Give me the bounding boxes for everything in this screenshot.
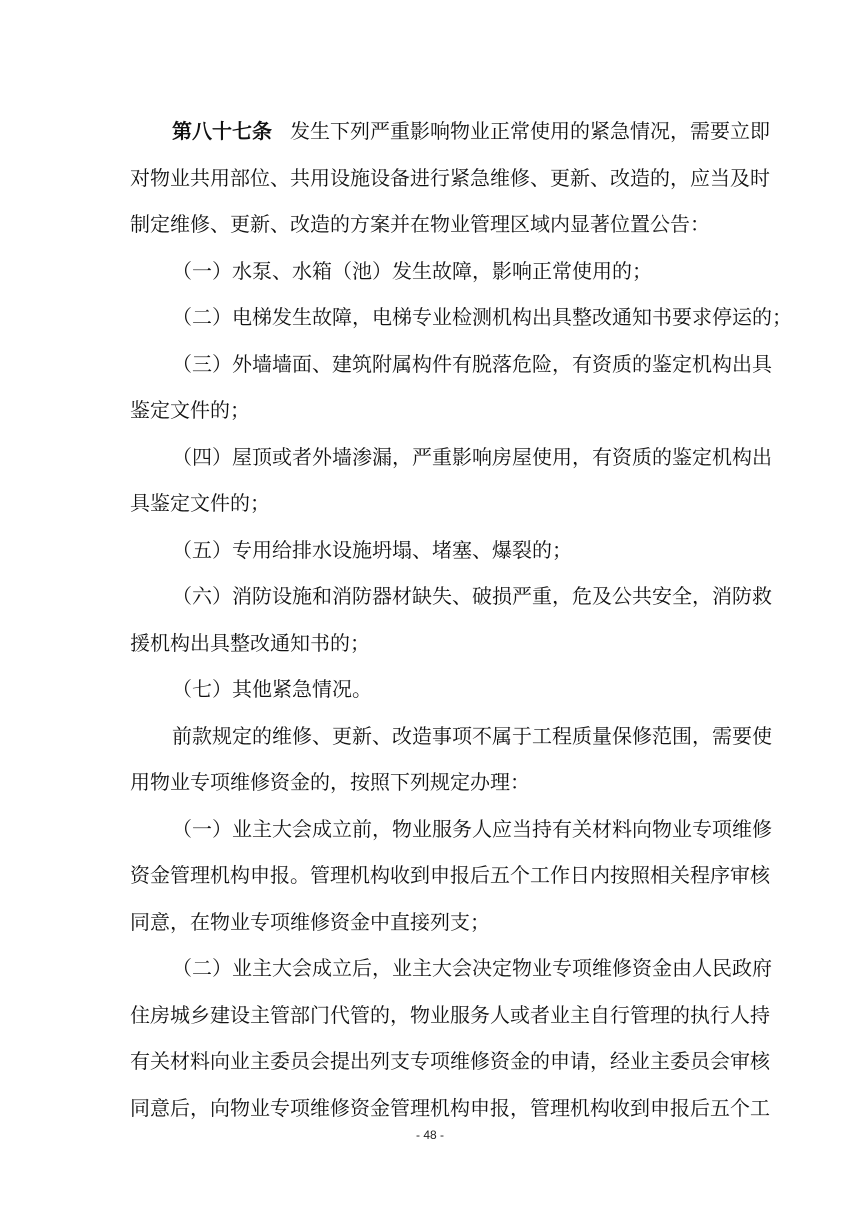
- paragraph-line: 前款规定的维修、更新、改造事项不属于工程质量保修范围，需要使: [172, 723, 772, 748]
- list-item: （六）消防设施和消防器材缺失、破损严重，危及公共安全，消防救: [172, 584, 772, 608]
- text-line: 发生下列严重影响物业正常使用的紧急情况，需要立即: [290, 119, 770, 143]
- text-line: 同意后，向物业专项维修资金管理机构申报，管理机构收到申报后五个工: [130, 1095, 770, 1120]
- list-item: （二）业主大会成立后，业主大会决定物业专项维修资金由人民政府: [172, 956, 772, 980]
- list-item: （二）电梯发生故障，电梯专业检测机构出具整改通知书要求停运的；: [172, 305, 792, 329]
- list-item: （七）其他紧急情况。: [172, 677, 372, 701]
- text-line: 用物业专项维修资金的，按照下列规定办理：: [130, 770, 530, 794]
- list-item: （一）水泵、水箱（池）发生故障，影响正常使用的；: [172, 258, 652, 283]
- list-item: （五）专用给排水设施坍塌、堵塞、爆裂的；: [172, 537, 572, 562]
- text-line: 同意，在物业专项维修资金中直接列支；: [130, 909, 490, 934]
- text-line: 鉴定文件的；: [130, 398, 250, 422]
- article-heading-line: [130, 108, 770, 155]
- page-number: - 48 -: [415, 1128, 444, 1142]
- text-line: 对物业共用部位、共用设施设备进行紧急维修、更新、改造的，应当及时: [130, 165, 770, 190]
- text-line: 住房城乡建设主管部门代管的，物业服务人或者业主自行管理的执行人持: [130, 1002, 770, 1027]
- article-number: 第八十七条: [172, 119, 272, 143]
- text-line: 具鉴定文件的；: [130, 491, 270, 515]
- text-line: 制定维修、更新、改造的方案并在物业管理区域内显著位置公告：: [130, 212, 710, 236]
- text-line: 援机构出具整改通知书的；: [130, 630, 370, 655]
- text-line: 有关材料向业主委员会提出列支专项维修资金的申请，经业主委员会审核: [130, 1049, 770, 1073]
- text-line: 资金管理机构申报。管理机构收到申报后五个工作日内按照相关程序审核: [130, 863, 770, 887]
- list-item: （一）业主大会成立前，物业服务人应当持有关材料向物业专项维修: [172, 816, 772, 841]
- list-item: （三）外墙墙面、建筑附属构件有脱落危险，有资质的鉴定机构出具: [172, 351, 772, 376]
- article-text: [130, 108, 792, 1131]
- list-item: （四）屋顶或者外墙渗漏，严重影响房屋使用，有资质的鉴定机构出: [172, 444, 772, 469]
